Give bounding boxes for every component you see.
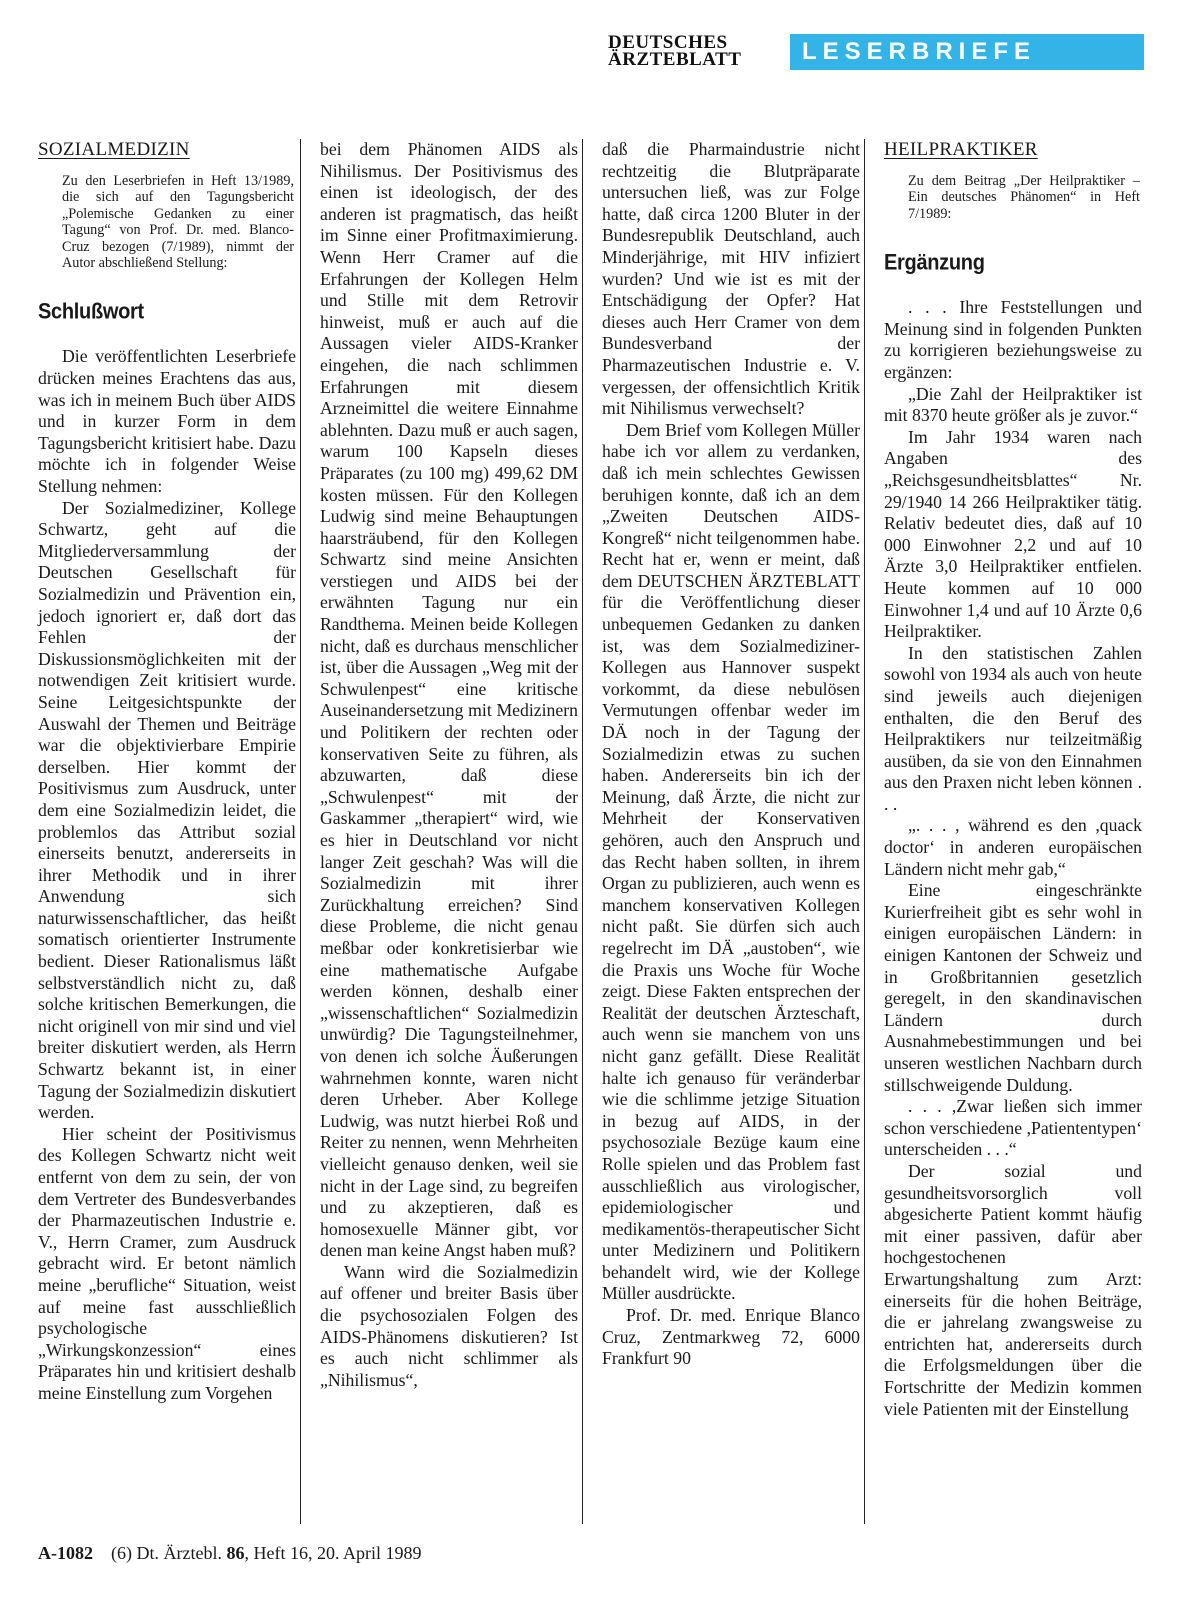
paragraph: . . . Ihre Feststellungen und Meinung sind in folgenden Punkten zu korrigieren beziehungsweise zu ergänzen:	[884, 297, 1142, 382]
section-heading: SOZIALMEDIZIN	[38, 139, 190, 160]
paragraph: . . . ,Zwar ließen sich immer schon verschiedene ,Patiententypen‘ unterscheiden . . .“	[884, 1096, 1142, 1160]
page-number: A-1082	[38, 1543, 93, 1563]
column-4	[884, 139, 1142, 1420]
column-2	[320, 139, 578, 1391]
masthead-line-2: ÄRZTEBLATT	[608, 49, 742, 70]
letter-intro: Zu den Leserbriefen in Heft 13/1989, die sich auf den Tagungsbericht „Polemische Gedanken zu einer Tagung“ von Prof. Dr. med. Blanco-Cruz bezogen (7/1989), nimmt der Autor abschließend Stellung:	[62, 173, 294, 272]
paragraph: In den statistischen Zahlen sowohl von 1934 als auch von heute sind jeweils auch diejenigen enthalten, die den Beruf des Heilpraktikers nur teilzeitmäßig ausüben, da sie von den Einnahmen aus den Praxen nicht leben können . . .	[884, 642, 1142, 814]
letter-title: Schlußwort	[38, 300, 144, 325]
masthead-logo	[608, 34, 741, 68]
paragraph: Die veröffentlichten Leserbriefe drücken meines Erachtens das aus, was ich in meinem Buch über AIDS und in kurzer Form in dem Tagungsbericht kritisiert habe. Dazu möchte ich in folgender Weise Stellung nehmen:	[38, 346, 296, 496]
paragraph: Wann wird die Sozialmedizin auf offener und breiter Basis über die psychosozialen Folgen des AIDS-Phänomens diskutieren? Ist es auch nicht schlimmer als „Nihilismus“,	[320, 1261, 578, 1390]
section-badge: LESERBRIEFE	[790, 34, 1144, 70]
paragraph: Der sozial und gesundheitsvorsorglich voll abgesicherte Patient kommt häufig mit einer passiven, dafür aber hochgestochenen Erwartungshaltung zum Arzt: einerseits für die hohen Beiträge, die er jahrelang zwangsweise zu entrichten hat, andererseits durch die Erfolgsmeldungen über die Fortschritte der Medizin kommen viele Patienten mit der Einstellung	[884, 1160, 1142, 1419]
masthead-line-1: DEUTSCHES	[608, 32, 728, 53]
section-heading: HEILPRAKTIKER	[884, 139, 1038, 160]
column-rule	[582, 139, 583, 1524]
paragraph: „Die Zahl der Heilpraktiker ist mit 8370 heute größer als je zuvor.“	[884, 383, 1142, 426]
citation-suffix: , Heft 16, 20. April 1989	[244, 1543, 422, 1563]
paragraph: Dem Brief vom Kollegen Müller habe ich vor allem zu verdanken, daß ich mein schlechtes Gewissen beruhigen konnte, daß ich an dem „Zweiten Deutschen AIDS-Kongreß“ nicht teilgenommen habe. Recht hat er, wenn er meint, daß dem DEUTSCHEN ÄRZTEBLATT für die Veröffentlichung dieser unbequemen Gedanken zu danken ist, was dem Sozialmediziner-Kollegen aus Hannover suspekt vorkommt, da diese nebulösen Vermutungen offenbar weder im DÄ noch in der Tagung der Sozialmedizin etwas zu suchen haben. Andererseits bin ich der Meinung, daß Ärzte, die nicht zur Mehrheit der Konservativen gehören, auch den Anspruch und das Recht haben sollten, in ihrem Organ zu publizieren, auch wenn es manchem konservativen Kollegen nicht paßt. Sie dürfen sich auch regelrecht im DÄ „austoben“, wie die Praxis uns Woche für Woche zeigt. Diese Fakten entsprechen der Realität der deutschen Ärzteschaft, auch wenn sie manchem von uns nicht ganz gefällt. Diese Realität halte ich genauso für veränderbar wie die schlimme jetzige Situation in bezug auf AIDS, in der psychosoziale Bezüge kaum eine Rolle spielen und das Problem fast ausschließlich aus virologischer, epidemiologischer und medikamentös-therapeutischer Sicht unter Medizinern und Politikern behandelt wird, wie der Kollege Müller ausdrückte.	[602, 419, 860, 1304]
page-footer	[38, 1543, 421, 1564]
paragraph: bei dem Phänomen AIDS als Nihilismus. Der Positivismus des einen ist ideologisch, der des anderen ist pragmatisch, das heißt im Sinne einer Profitmaximierung. Wenn Herr Cramer auf die Erfahrungen der Kollegen Helm und Stille mit dem Retrovir hinweist, muß er auch auf die Aussagen vieler AIDS-Kranker eingehen, die nach schlimmen Erfahrungen mit diesem Arzneimittel die weitere Einnahme ablehnten. Dazu muß er auch sagen, warum 100 Kapseln dieses Präparates (zu 100 mg) 499,62 DM kosten müssen. Für den Kollegen Ludwig sind meine Behauptungen haarsträubend, für den Kollegen Schwartz sind meine Ansichten verstiegen und AIDS bei der erwähnten Tagung nur ein Randthema. Meinen beide Kollegen nicht, daß es durchaus menschlicher ist, über die Aussagen „Weg mit der Schwulenpest“ eine kritische Auseinandersetzung mit Medizinern und Politikern der rechten oder konservativen Seite zu führen, als abzuwarten, daß diese „Schwulenpest“ mit der Gaskammer „therapiert“ wird, wie es hier in Deutschland vor nicht langer Zeit geschah? Was will die Sozialmedizin mit ihrer Zurückhaltung erreichen? Sind diese Probleme, die nicht genau meßbar oder konkretisierbar wie eine mathematische Aufgabe werden können, deshalb einer „wissenschaftlichen“ Sozialmedizin unwürdig? Die Tagungsteilnehmer, von denen ich solche Äußerungen wahrnehmen konnte, waren nicht deren Urheber. Aber Kollege Ludwig, was nutzt hierbei Roß und Reiter zu nennen, wenn Mehrheiten vielleicht genauso denken, weil sie nicht in der Lage sind, zu begreifen und zu akzeptieren, daß es homosexuelle Männer gibt, vor denen man keine Angst haben muß?	[320, 139, 578, 1261]
paragraph: Der Sozialmediziner, Kollege Schwartz, geht auf die Mitgliederversammlung der Deutschen Gesellschaft für Sozialmedizin und Prävention ein, jedoch ignoriert er, daß dort das Fehlen der Diskussionsmöglichkeiten mit der notwendigen Zeit kritisiert wurde. Seine Leitgesichtspunkte der Auswahl der Themen und Beiträge war die objektivierbare Empirie derselben. Hier kommt der Positivismus zum Ausdruck, unter dem eine Sozialmedizin leidet, die problemlos das Attribut sozial einerseits benutzt, andererseits in ihrer Methodik und in ihrer Anwendung sich naturwissenschaftlicher, das heißt somatisch orientierter Instrumente bedient. Dieser Rationalismus läßt selbstverständlich nicht zu, daß solche kritischen Bemerkungen, die nicht originell von mir sind und viel breiter diskutiert werden, als Herrn Schwartz bekannt ist, in einer Tagung der Sozialmedizin diskutiert werden.	[38, 497, 296, 1123]
author-signature: Prof. Dr. med. Enrique Blanco Cruz, Zentmarkweg 72, 6000 Frankfurt 90	[602, 1305, 860, 1369]
paragraph: Hier scheint der Positivismus des Kollegen Schwartz nicht weit entfernt von dem zu sein, der von dem Vertreter des Bundesverbandes der Pharmazeutischen Industrie e. V., Herrn Cramer, zum Ausdruck gebracht wird. Er betont nämlich meine „berufliche“ Situation, weist auf meine fast ausschließlich psychologische „Wirkungskonzession“ eines Präparates hin und kritisiert deshalb meine Einstellung zum Vorgehen	[38, 1123, 296, 1403]
paragraph: „. . . , während es den ,quack doctor‘ in anderen europäischen Ländern nicht mehr gab,“	[884, 815, 1142, 879]
column-3	[602, 139, 860, 1370]
letter-title: Ergänzung	[884, 250, 985, 276]
citation-prefix: (6) Dt. Ärztebl.	[111, 1543, 222, 1563]
column-rule	[300, 139, 301, 1524]
column-rule	[864, 139, 865, 1524]
letter-intro: Zu dem Beitrag „Der Heilpraktiker – Ein deutsches Phänomen“ in Heft 7/1989:	[908, 173, 1140, 222]
volume-number: 86	[226, 1543, 245, 1563]
column-1	[38, 139, 296, 1405]
paragraph: Eine eingeschränkte Kurierfreiheit gibt es sehr wohl in einigen europäischen Ländern: in einigen Kantonen der Schweiz und in Großbritannien gesetzlich geregelt, in den skandinavischen Ländern durch Ausnahmebestimmungen und bei unseren westlichen Nachbarn durch stillschweigende Duldung.	[884, 880, 1142, 1095]
paragraph: Im Jahr 1934 waren nach Angaben des „Reichsgesundheitsblattes“ Nr. 29/1940 14 266 Heilpraktiker tätig. Relativ bedeutet dies, daß auf 10 000 Einwohner 2,2 und auf 10 Ärzte 3,0 Heilpraktiker entfielen. Heute kommen auf 10 000 Einwohner 1,4 und auf 10 Ärzte 0,6 Heilpraktiker.	[884, 426, 1142, 642]
paragraph: daß die Pharmaindustrie nicht rechtzeitig die Blutpräparate untersuchen ließ, was zur Folge hatte, daß circa 1200 Bluter in der Bundesrepublik Deutschland, auch Minderjährige, mit HIV infiziert wurden? Und wie ist es mit der Entschädigung der Opfer? Hat dieses auch Herr Cramer von dem Bundesverband der Pharmazeutischen Industrie e. V. vergessen, der offensichtlich Kritik mit Nihilismus verwechselt?	[602, 139, 860, 419]
